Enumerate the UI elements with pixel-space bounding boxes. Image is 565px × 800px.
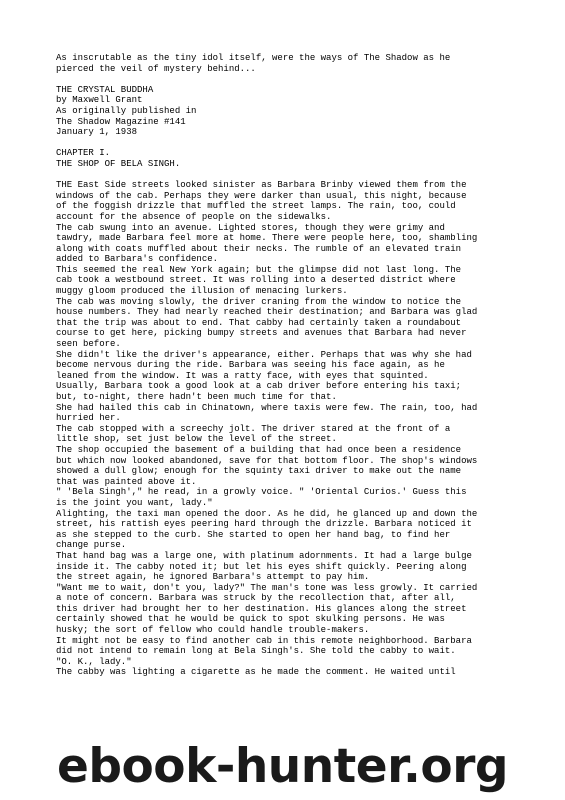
text-line: The cab swung into an avenue. Lighted stores, though they were grimy and [56,222,445,233]
text-line: windows of the cab. Perhaps they were darker than usual, this night, because [56,190,467,201]
text-line: showed a dull glow; enough for the squinty taxi driver to make out the name [56,466,462,477]
text-line: "Want me to wait, don't you, lady?" The man's tone was less growly. It carried [56,582,478,593]
text-line: but, to-night, there hadn't been much time for that. [56,392,337,402]
text-line: This seemed the real New York again; but the glimpse did not last long. The [56,264,462,275]
text-line: January 1, 1938 [56,127,138,138]
text-line: added to Barbara's confidence. [56,254,219,265]
text-line: As inscrutable as the tiny idol itself, were the ways of The Shadow as he [56,53,451,63]
text-line: " 'Bela Singh'," he read, in a growly voice. " 'Oriental Curios.' Guess this [56,487,467,498]
text-line: that the trip was about to end. That cabby had certainly taken a roundabout [56,317,462,328]
text-line: The cab stopped with a screechy jolt. The driver stared at the front of a [56,423,451,434]
text-line: THE SHOP OF BELA SINGH. [56,158,181,169]
text-line: The shop occupied the basement of a building that had once been a residence [56,444,462,455]
text-line: street, his rattish eyes peering hard through the drizzle. Barbara noticed it [56,519,472,530]
text-line: account for the absence of people on the sidewalks. [56,211,332,222]
chapter-body [56,180,526,678]
text-line: THE CRYSTAL BUDDHA [56,84,154,95]
text-line: The cabby was lighting a cigarette as he made the comment. He waited until [56,667,456,678]
text-line: change purse. [56,540,127,551]
text-line: It might not be easy to find another cab in this remote neighborhood. Barbara [56,635,472,646]
text-line: as she stepped to the curb. She started to open her hand bag, to find her [56,529,451,540]
text-line: house numbers. They had nearly reached their destination; and Barbara was glad [56,307,478,318]
text-line: course to get here, picking bumpy streets and avenues that Barbara had never [56,328,467,339]
text-line: of the foggish drizzle that muffled the street lamps. The rain, too, could [56,201,456,212]
text-line: but which now looked abandoned, save for that bottom floor. The shop's windows [56,455,478,466]
text-line: cab took a westbound street. It was rolling into a deserted district where [56,275,456,286]
text-line: tawdry, made Barbara feel more at home. There were people here, too, shambling [56,233,478,244]
text-line: She had hailed this cab in Chinatown, where taxis were few. The rain, too, had [56,402,478,413]
text-line: that was painted above it. [56,476,197,487]
text-line: As originally published in [56,105,197,116]
text-line: Usually, Barbara took a good look at a cab driver before entering his taxi; [56,381,462,392]
text-line: a note of concern. Barbara was struck by the recollection that, after all, [56,593,456,604]
text-line: did not intend to remain long at Bela Singh's. She told the cabby to wait. [56,646,456,657]
text-line: by Maxwell Grant [56,95,143,106]
text-line: She didn't like the driver's appearance, either. Perhaps that was why she had [56,349,472,360]
text-line: hurried her. [56,413,121,424]
text-line: The Shadow Magazine #141 [56,116,186,127]
text-line: Alighting, the taxi man opened the door. As he did, he glanced up and down the [56,508,478,519]
watermark-text: ebook-hunter.org [56,739,509,794]
text-line: is the joint you want, lady." [56,497,213,508]
text-line: The cab was moving slowly, the driver craning from the window to notice the [56,296,462,307]
chapter-heading [56,148,526,169]
text-line: this driver had brought her to her destination. His glances along the street [56,603,467,614]
title-block [56,85,526,138]
text-line: CHAPTER I. [56,148,111,159]
text-line: along with coats muffled about their necks. The rumble of an elevated train [56,243,462,254]
text-line: become nervous during the ride. Barbara was seeing his face again, as he [56,360,445,371]
text-line: little shop, set just below the level of the street. [56,434,337,445]
text-line: THE East Side streets looked sinister as Barbara Brinby viewed them from the [56,180,467,191]
text-line: muggy gloom produced the illusion of menacing lurkers. [56,286,348,297]
text-line: That hand bag was a large one, with platinum adornments. It had a large bulge [56,550,472,561]
text-line: pierced the veil of mystery behind... [56,63,256,74]
text-line: seen before. [56,339,121,350]
text-line: husky; the sort of fellow who could handle trouble-makers. [56,625,370,636]
text-line: the street again, he ignored Barbara's attempt to pay him. [56,572,370,583]
intro-paragraph [56,53,526,74]
text-line: inside it. The cabby noted it; but let his eyes shift quickly. Peering along [56,561,467,572]
text-line: "O. K., lady." [56,656,132,667]
text-line: leaned from the window. It was a ratty face, with eyes that squinted. [56,370,429,381]
document-page [56,53,526,689]
text-line: certainly showed that he would be quick to spot skulking persons. He was [56,614,445,625]
